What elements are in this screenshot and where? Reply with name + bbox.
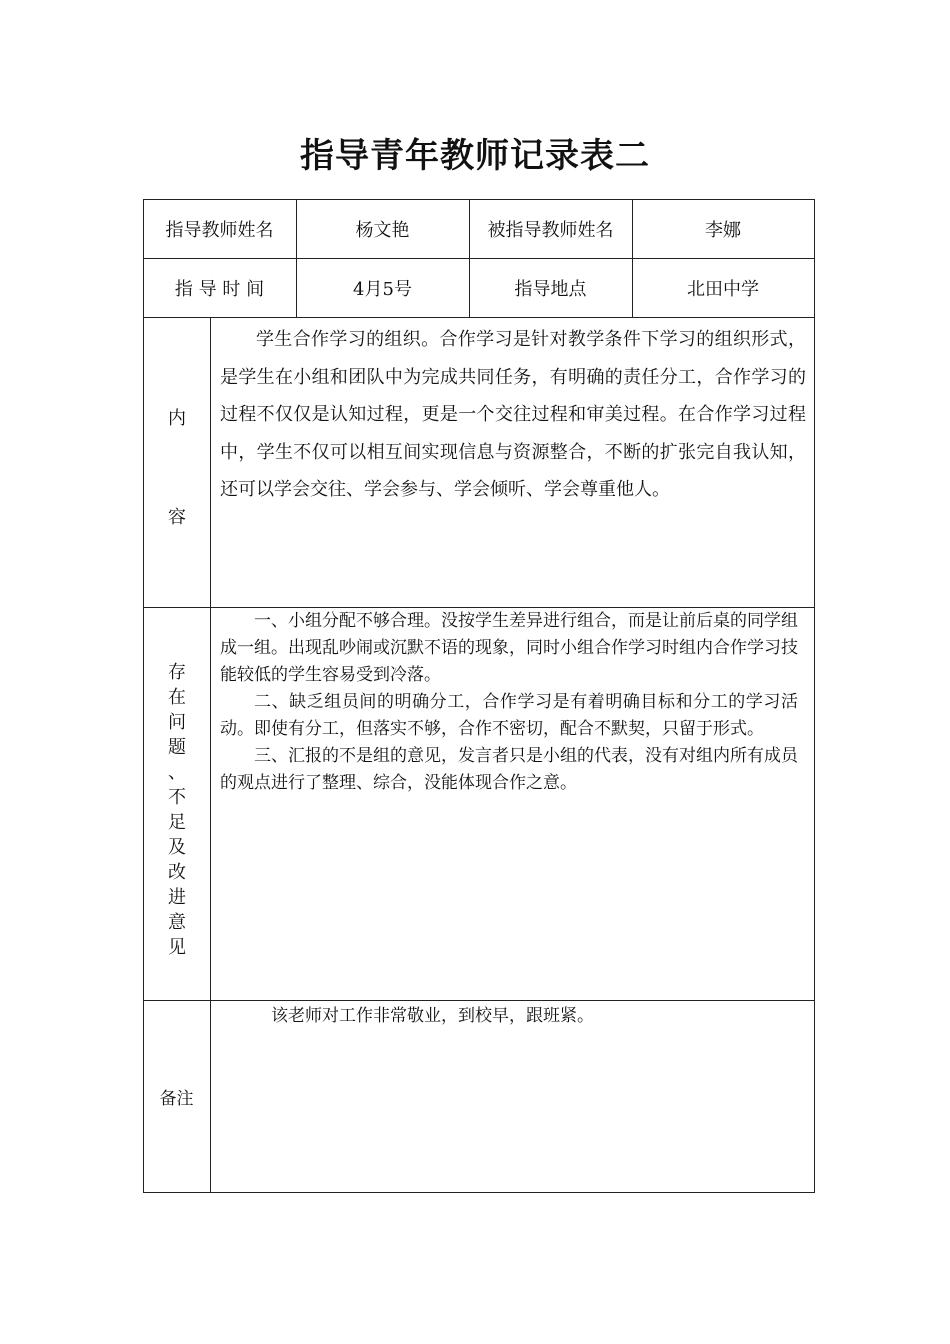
problems-label-char: 、 [168,762,186,783]
content-label-char: 容 [168,507,186,528]
problems-text-cell [220,608,798,797]
problem-paragraph: 一、小组分配不够合理。没按学生差异进行组合，而是让前后桌的同学组成一组。出现乱吵闹或沉默不语的现象，同时小组合作学习时组内合作学习技能较低的学生容易受到冷落。 [220,611,798,685]
content-text-cell [220,321,806,509]
guidance-time-label: 指 导 时 间 [174,278,265,300]
mentee-name-value: 李娜 [705,219,741,241]
problems-label-char: 足 [168,812,186,833]
content-text: 学生合作学习的组织。合作学习是针对教学条件下学习的组织形式，是学生在小组和团队中为完成共同任务，有明确的责任分工，合作学习的过程不仅仅是认知过程，更是一个交往过程和审美过程。在合作学习过程中，学生不仅可以相互间实现信息与资源整合，不断的扩张完自我认知，还可以学会交往、学会参与、学会倾听、学会尊重他人。 [220,329,806,500]
problems-label-char: 在 [168,687,186,708]
table-divider [143,317,815,318]
table-divider [210,317,211,1192]
page-title: 指导青年教师记录表二 [300,136,650,176]
content-label-char: 内 [168,408,186,429]
problems-label-char: 存 [168,662,186,683]
problems-label-char: 改 [168,862,186,883]
mentor-name-label: 指导教师姓名 [165,219,274,241]
problems-label-char: 不 [168,787,186,808]
table-border-right [814,199,815,1192]
problems-label-char: 意 [168,912,186,933]
problems-label-char: 题 [168,737,186,758]
problem-paragraph: 三、汇报的不是组的意见，发言者只是小组的代表，没有对组内所有成员的观点进行了整理、综合，没能体现合作之意。 [220,746,798,793]
mentee-name-label: 被指导教师姓名 [487,219,614,241]
problems-label-char: 进 [168,887,186,908]
problems-label-char: 及 [168,837,186,858]
guidance-place-value: 北田中学 [687,278,759,300]
remarks-text-cell [220,1002,798,1030]
mentor-name-value: 杨文艳 [355,219,410,241]
guidance-time-value: 4月5号 [353,278,412,300]
problem-paragraph: 二、缺乏组员间的明确分工，合作学习是有着明确目标和分工的学习活动。即使有分工，但落实不够，合作不密切，配合不默契，只留于形式。 [220,692,798,739]
table-border-bottom [143,1192,815,1193]
problems-label-char: 问 [168,712,186,733]
problems-label-char: 见 [168,937,186,958]
table-divider [143,1000,815,1001]
guidance-place-label: 指导地点 [514,278,587,300]
remarks-label: 备注 [159,1088,194,1109]
remarks-text: 该老师对工作非常敬业，到校早，跟班紧。 [271,1006,594,1026]
